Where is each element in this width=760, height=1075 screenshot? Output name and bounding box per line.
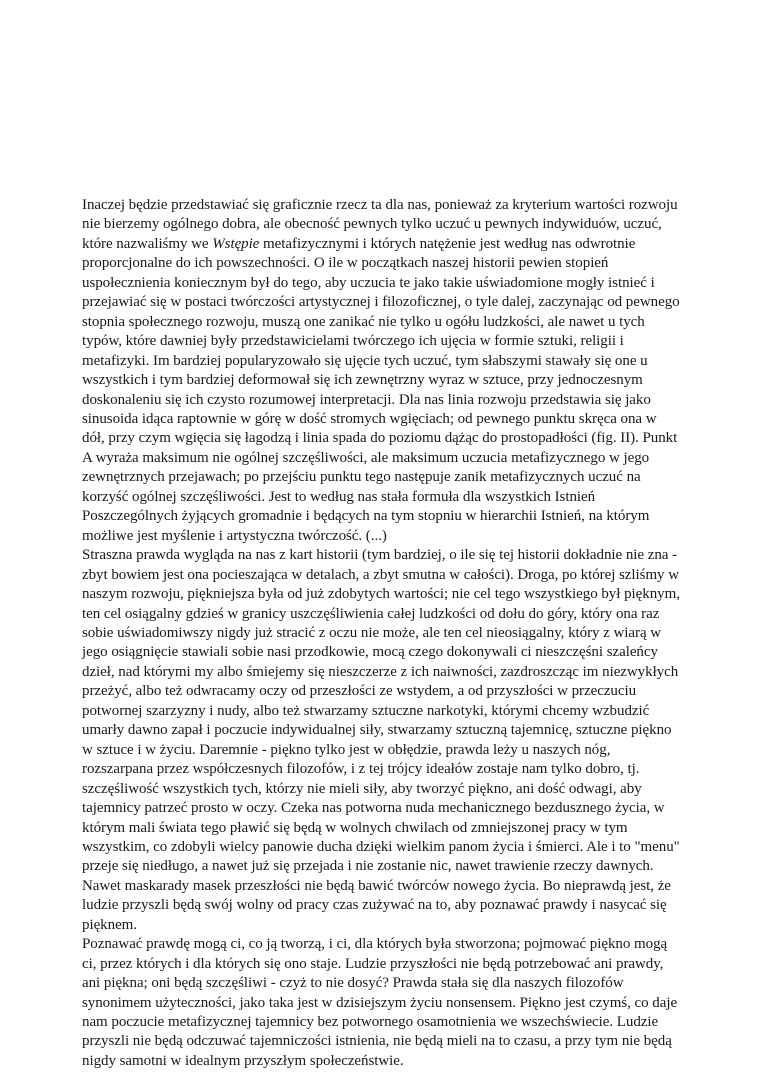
document-body xyxy=(82,196,682,1071)
paragraph-1-text-start: Inaczej będzie przedstawiać się graficznie rzecz ta dla nas, ponieważ za kryterium wartości rozwoju nie bierzemy ogólnego dobra, ale obecność pewnych tylko uczuć u pewnych indywiduów, uczuć, które nazwaliśmy we xyxy=(82,197,678,252)
paragraph-2: Straszna prawda wygląda na nas z kart historii (tym bardziej, o ile się tej historii dokładnie nie zna - zbyt bowiem jest ona pocieszająca w detalach, a zbyt smutna w całości). Droga, po której szliśmy w naszym rozwoju, piękniejsza była od już zdobytych wartości; nie cel tego wszystkiego był pięknym, ten cel osiągalny gdzieś w granicy uszczęśliwienia całej ludzkości od dołu do góry, który ona raz sobie uświadomiwszy nigdy już stracić z oczu nie może, ale ten cel nieosiągalny, który z wiarą w jego osiągnięcie stawiali sobie nasi przodkowie, mocą czego dokonywali ci nieszczęśni szaleńcy dzieł, nad którymi my albo śmiejemy się nieszczerze z ich naiwności, zazdroszcząc im niezwykłych przeżyć, albo też odwracamy oczy od przeszłości ze wstydem, a od przyszłości w przeczuciu potwornej szarzyzny i nudy, albo też stwarzamy sztuczne narkotyki, którymi chcemy wzbudzić umarły dawno zapał i poczucie indywidualnej siły, stwarzamy sztuczną tajemnicę, sztuczne piękno w sztuce i w życiu. Daremnie - piękno tylko jest w obłędzie, prawda leży u naszych nóg, rozszarpana przez współczesnych filozofów, i z tej trójcy ideałów zostaje nam tylko dobro, tj. szczęśliwość wszystkich tych, którzy nie mieli siły, aby tworzyć piękno, ani dość odwagi, aby tajemnicy patrzeć prosto w oczy. Czeka nas potworna nuda mechanicznego bezdusznego życia, w którym mali świata tego pławić się będą w wolnych chwilach od zmniejszonej pracy w tym wszystkim, co zdobyli wielcy panowie ducha dzięki wielkim panom życia i śmierci. Ale i to "menu" przeje się niedługo, a nawet już się przejada i nie zostanie nic, nawet trawienie rzeczy dawnych. Nawet maskarady masek przeszłości nie będą bawić twórców nowego życia. Bo nieprawdą jest, że ludzie przyszli będą swój wolny od pracy czas zużywać na to, aby poznawać prawdy i nasycać się pięknem. xyxy=(82,547,680,933)
paragraph-3: Poznawać prawdę mogą ci, co ją tworzą, i ci, dla których była stworzona; pojmować piękno mogą ci, przez których i dla których się ono staje. Ludzie przyszłości nie będą potrzebować ani prawdy, ani piękna; oni będą szczęśliwi - czyż to nie dosyć? Prawda stała się dla naszych filozofów synonimem użyteczności, jako taka jest w dzisiejszym życiu nonsensem. Piękno jest czymś, co daje nam poczucie metafizycznej tajemnicy bez potwornego osamotnienia we wszechświecie. Ludzie przyszli nie będą odczuwać tajemniczości istnienia, nie będą mieli na to czasu, a przy tym nie będą nigdy samotni w idealnym przyszłym społeczeństwie. xyxy=(82,936,678,1069)
paragraph-1-text-end: metafizycznymi i których natężenie jest według nas odwrotnie proporcjonalne do ich powszechności. O ile w początkach naszej historii pewien stopień uspołecznienia koniecznym był do tego, aby uczucia te jako takie uświadomione mogły istnieć i przejawiać się w postaci twórczości artystycznej i filozoficznej, o tyle dalej, zaczynając od pewnego stopnia społecznego rozwoju, muszą one zanikać nie tylko u ogółu ludzkości, ale nawet u tych typów, które dawniej były przedstawicielami twórczego ich ujęcia w formie sztuki, religii i metafizyki. Im bardziej popularyzowało się ujęcie tych uczuć, tym słabszymi stawały się one u wszystkich i tym bardziej deformował się ich zewnętrzny wyraz w sztuce, przy jednoczesnym doskonaleniu się ich czysto rozumowej interpretacji. Dla nas linia rozwoju przedstawia się jako sinusoida idąca raptownie w górę w dość stromych wgięciach; od pewnego punktu skręca ona w dół, przy czym wgięcia się łagodzą i linia spada do poziomu dążąc do prostopadłości (fig. II). Punkt A wyraża maksimum nie ogólnej szczęśliwości, ale maksimum uczucia metafizycznego w jego zewnętrznych przejawach; po przejściu punktu tego następuje zanik metafizycznych uczuć na korzyść ogólnej szczęśliwości. Jest to według nas stała formuła dla wszystkich Istnień Poszczególnych żyjących gromadnie i będących na tym stopniu w hierarchii Istnień, na którym możliwe jest myślenie i artystyczna twórczość. (...) xyxy=(82,235,680,544)
paragraph-1 xyxy=(82,196,682,546)
paragraph-1-italic-word: Wstępie xyxy=(212,235,260,252)
